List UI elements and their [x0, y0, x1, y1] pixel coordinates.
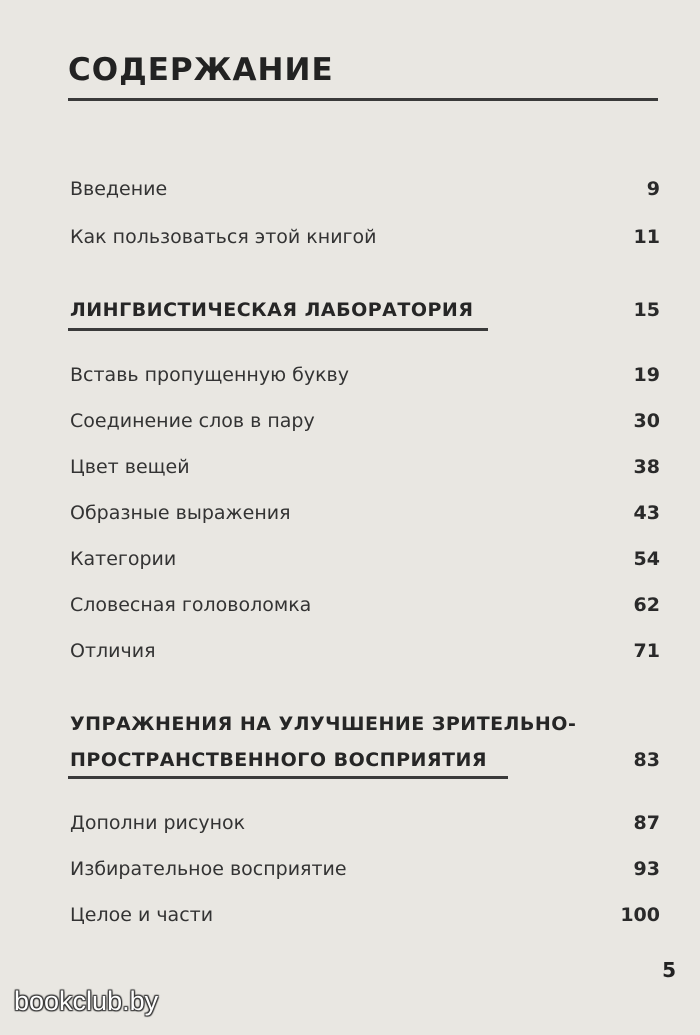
toc-entry	[70, 904, 660, 934]
toc-entry-page: 11	[633, 226, 660, 248]
section-page: 83	[633, 749, 660, 771]
toc-entry	[70, 858, 660, 888]
section-heading	[70, 706, 660, 778]
toc-entry-label: Отличия	[70, 640, 156, 662]
toc-entry	[70, 410, 660, 440]
toc-entry	[70, 364, 660, 394]
section-divider	[68, 776, 508, 779]
toc-entry-label: Вставь пропущенную букву	[70, 364, 349, 386]
toc-entry-page: 93	[633, 858, 660, 880]
toc-entry	[70, 226, 660, 256]
toc-entry-page: 43	[633, 502, 660, 524]
toc-entry-label: Целое и части	[70, 904, 214, 926]
toc-entry-page: 62	[633, 594, 660, 616]
toc-entry-label: Соединение слов в пару	[70, 410, 315, 432]
toc-entry-page: 71	[633, 640, 660, 662]
toc-entry-label: Цвет вещей	[70, 456, 190, 478]
toc-entry-label: Избирательное восприятие	[70, 858, 347, 880]
toc-entry-label: Введение	[70, 178, 168, 200]
section-heading	[70, 292, 660, 328]
toc-entry	[70, 456, 660, 486]
toc-entry	[70, 502, 660, 532]
toc-entry	[70, 640, 660, 670]
section-title-line2: ПРОСТРАНСТВЕННОГО ВОСПРИЯТИЯ	[70, 749, 488, 771]
toc-entry	[70, 178, 660, 208]
toc-entry-page: 19	[633, 364, 660, 386]
toc-entry-label: Категории	[70, 548, 177, 570]
toc-entry-page: 87	[633, 812, 660, 834]
toc-entry-page: 38	[633, 456, 660, 478]
toc-entry-label: Дополни рисунок	[70, 812, 246, 834]
section-page: 15	[633, 299, 660, 321]
watermark: bookclub.by	[14, 986, 159, 1016]
section-title-line1: УПРАЖНЕНИЯ НА УЛУЧШЕНИЕ ЗРИТЕЛЬНО-	[70, 713, 577, 735]
toc-entry-label: Словесная головоломка	[70, 594, 312, 616]
toc-entry-page: 100	[620, 904, 660, 926]
page-title: СОДЕРЖАНИЕ	[68, 52, 334, 88]
toc-entry-label: Образные выражения	[70, 502, 291, 524]
title-divider	[68, 98, 658, 101]
toc-entry	[70, 594, 660, 624]
toc-entry	[70, 548, 660, 578]
toc-entry-page: 54	[633, 548, 660, 570]
toc-entry	[70, 812, 660, 842]
toc-entry-page: 30	[633, 410, 660, 432]
section-divider	[68, 328, 488, 331]
section-title: ЛИНГВИСТИЧЕСКАЯ ЛАБОРАТОРИЯ	[70, 299, 474, 321]
page-number: 5	[662, 958, 676, 982]
toc-entry-page: 9	[646, 178, 660, 200]
toc-entry-label: Как пользоваться этой книгой	[70, 226, 377, 248]
